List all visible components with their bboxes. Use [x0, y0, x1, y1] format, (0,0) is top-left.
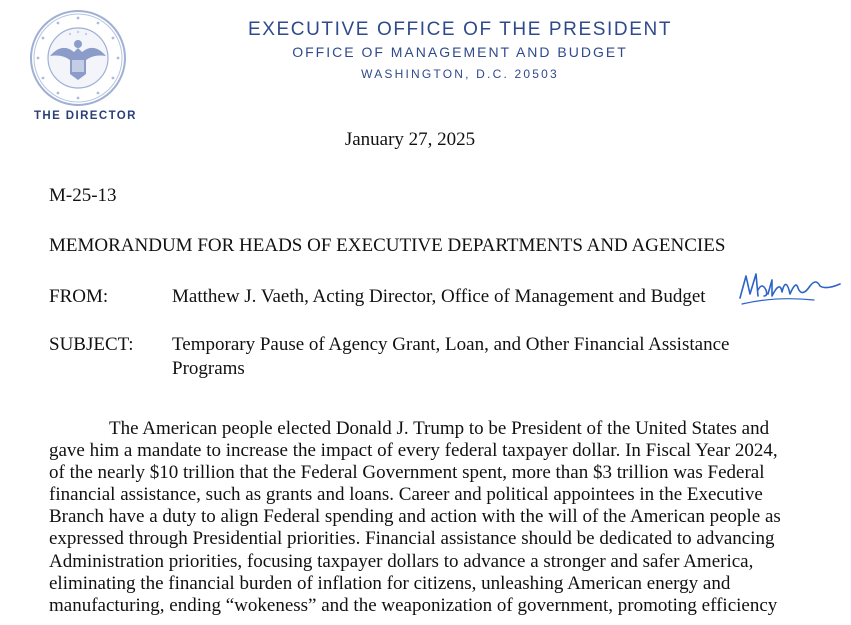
- subject-line: Temporary Pause of Agency Grant, Loan, and Other Financial Assistance: [172, 334, 730, 355]
- letterhead-location: WASHINGTON, D.C. 20503: [361, 67, 559, 81]
- body-line: financial assistance, such as grants and loans. Career and political appointees in the Executive: [49, 484, 763, 506]
- memo-body-paragraph: [49, 418, 839, 617]
- body-line: The American people elected Donald J. Trump to be President of the United States and: [109, 418, 770, 439]
- body-line: Administration priorities, focusing taxpayer dollars to advance a stronger and safer America,: [49, 550, 754, 572]
- subject-line: Programs: [172, 358, 245, 379]
- body-line: Branch have a duty to align Federal spending and action with the will of the American people as: [49, 506, 781, 528]
- from-label: FROM:: [49, 286, 109, 307]
- letterhead-suboffice: OFFICE OF MANAGEMENT AND BUDGET: [292, 44, 628, 60]
- body-line: gave him a mandate to increase the impact of every federal taxpayer dollar. In Fiscal Year 2024,: [49, 440, 778, 462]
- subject-label: SUBJECT:: [49, 334, 134, 355]
- presidential-seal-icon: [28, 8, 128, 108]
- memo-date: January 27, 2025: [344, 129, 476, 150]
- memo-addressees: MEMORANDUM FOR HEADS OF EXECUTIVE DEPARTMENTS AND AGENCIES: [49, 235, 726, 256]
- body-line: expressed through Presidential priorities. Financial assistance should be dedicated to advancing: [49, 528, 775, 550]
- letterhead-office: EXECUTIVE OFFICE OF THE PRESIDENT: [247, 19, 673, 40]
- handwritten-signature-icon: [736, 268, 844, 312]
- memo-number: M-25-13: [49, 185, 117, 206]
- body-line: eliminating the financial burden of inflation for citizens, unleashing American energy and: [49, 572, 731, 594]
- body-line: manufacturing, ending “wokeness” and the weaponization of government, promoting efficiency: [49, 594, 778, 616]
- body-line: of the nearly $10 trillion that the Federal Government spent, more than $3 trillion was Federal: [49, 462, 765, 484]
- director-label: THE DIRECTOR: [34, 110, 137, 122]
- from-value: Matthew J. Vaeth, Acting Director, Office of Management and Budget: [172, 286, 706, 307]
